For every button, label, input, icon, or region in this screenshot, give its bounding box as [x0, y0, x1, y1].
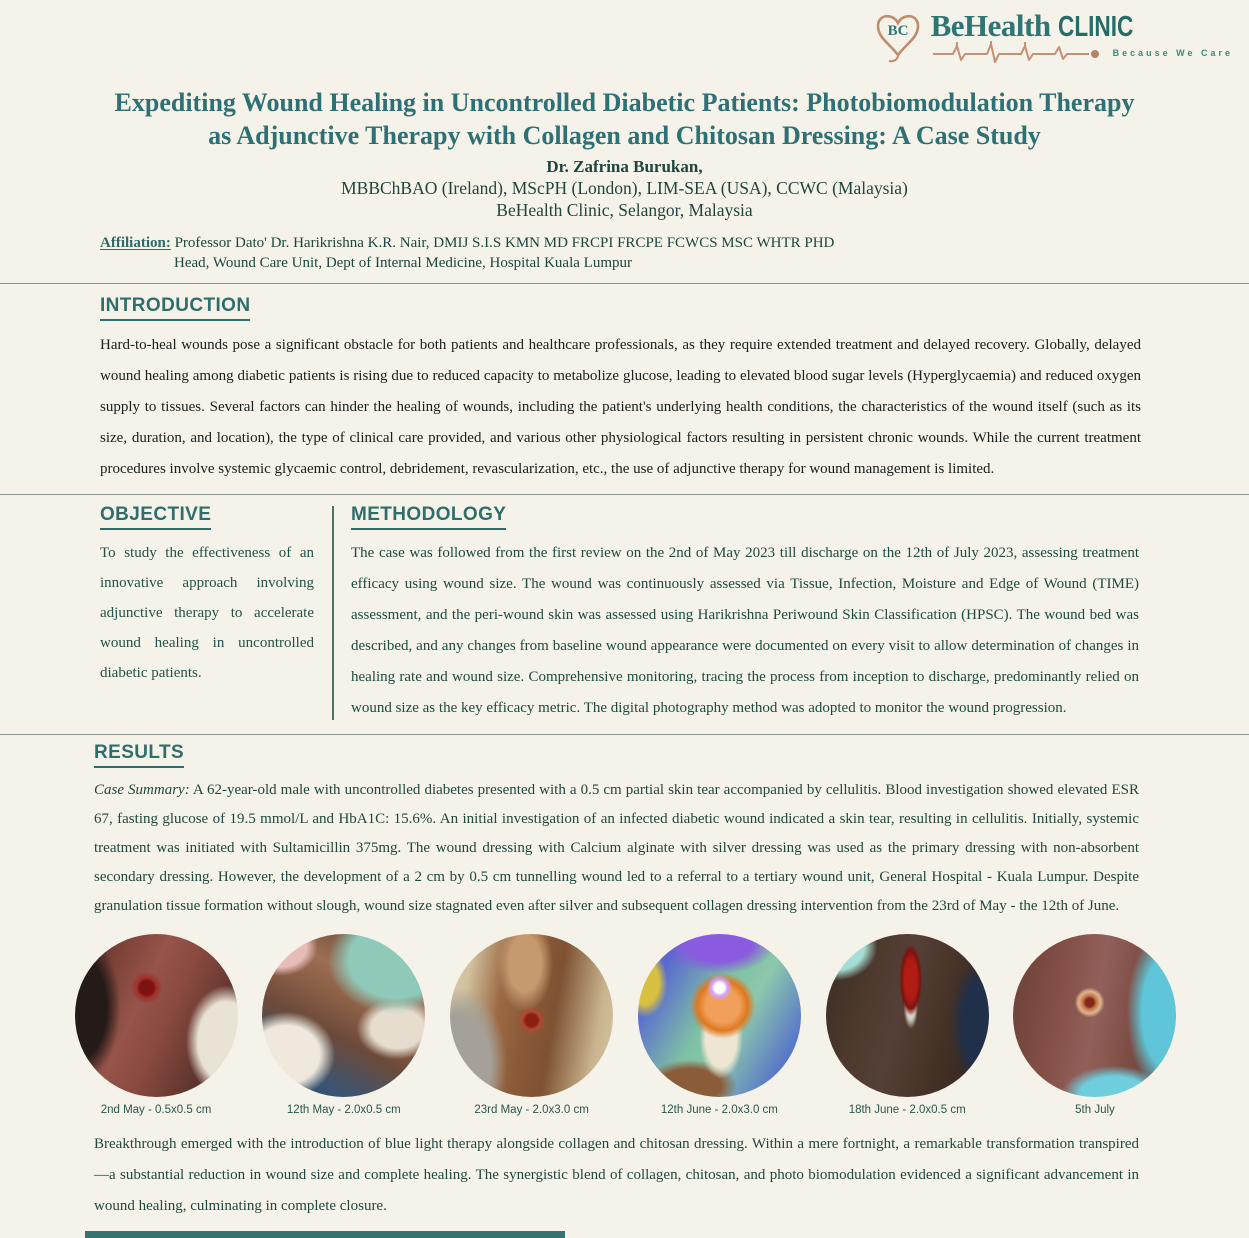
photo-caption: 18th June - 2.0x0.5 cm [848, 1104, 966, 1116]
photo-item [823, 934, 991, 1116]
methodology-body: The case was followed from the first review on the 2nd of May 2023 till discharge on the 12th of July 2023, assessing treatment efficacy using wound size. The wound was continuously assessed via Tissue, Infection, Moisture and Edge of Wound (TIME) assessment, and the peri-wound skin was assessed using Harikrishna Periwound Skin Classification (HPSC). The wound bed was described, and any changes from baseline wound appearance were documented on every visit to allow determination of changes in healing rate and wound size. Comprehensive monitoring, tracing the process from inception to discharge, predominantly relied on wound size as the key efficacy metric. The digital photography method was adopted to monitor the wound progression. [351, 545, 1139, 716]
wound-photo-23rd-may [450, 934, 613, 1097]
brand-suffix: CLINIC [1057, 11, 1134, 43]
case-summary-text: A 62-year-old male with uncontrolled diabetes presented with a 0.5 cm partial skin tear accompanied by cellulitis. Blood investigation showed elevated ESR 67, fasting glucose of 19.5 mmol/L and HbA1C: 15.6%. An initial investigation of an infected diabetic wound indicated a skin tear, resulting in cellulitis. Initially, systemic treatment was initiated with Sultamicillin 375mg. The wound dressing with Calcium alginate with silver dressing was used as the primary dressing with non-absorbent secondary dressing. However, the development of a 2 cm by 0.5 cm tunnelling wound led to a referral to a tertiary wound unit, General Hospital - Kuala Lumpur. Despite granulation tissue formation without slough, wound size stagnated even after silver and subsequent collagen dressing intervention from the 23rd of May - the 12th of June. [94, 782, 1139, 914]
title-line-2: as Adjunctive Therapy with Collagen and Chitosan Dressing: A Case Study [208, 121, 1041, 150]
photo-caption: 5th July [1075, 1104, 1115, 1116]
objective-methodology-row [0, 495, 1249, 724]
photo-item [72, 934, 240, 1116]
next-section-bar [85, 1231, 565, 1238]
affiliation-block [100, 234, 1249, 273]
case-summary-label: Case Summary: [94, 782, 190, 798]
affiliation-line-2: Head, Wound Care Unit, Dept of Internal Medicine, Hospital Kuala Lumpur [174, 254, 632, 271]
photo-item [1011, 934, 1179, 1116]
wound-photo-2nd-may [75, 934, 238, 1097]
affiliation-label: Affiliation: [100, 235, 171, 251]
section-results [0, 735, 1249, 921]
photo-item [260, 934, 428, 1116]
logo-monogram: BC [887, 23, 909, 39]
photo-item [448, 934, 616, 1116]
logo-tagline: Because We Care [1112, 48, 1233, 58]
heart-stethoscope-icon [871, 8, 925, 66]
author-credentials: MBBChBAO (Ireland), MScPH (London), LIM-SEA (USA), CCWC (Malaysia) [341, 178, 908, 198]
objective-heading: OBJECTIVE [100, 504, 314, 530]
wound-photo-18th-june [826, 934, 989, 1097]
wound-photo-timeline [0, 921, 1249, 1116]
clinic-logo [871, 8, 1233, 66]
objective-body: To study the effectiveness of an innovative approach involving adjunctive therapy to accelerate wound healing in uncontrolled diabetic patients. [100, 545, 314, 681]
photo-caption: 12th May - 2.0x0.5 cm [286, 1104, 401, 1116]
title-line-1: Expediting Wound Healing in Uncontrolled Diabetic Patients: Photobiomodulation Therapy [114, 88, 1135, 117]
section-introduction [0, 284, 1249, 485]
introduction-body: Hard-to-heal wounds pose a significant obstacle for both patients and healthcare professionals, as they require extended treatment and delayed recovery. Globally, delayed wound healing among diabetic patients is rising due to reduced capacity to metabolize glucose, leading to elevated blood sugar levels (Hyperglycaemia) and reduced oxygen supply to tissues. Several factors can hinder the healing of wounds, including the patient's underlying health conditions, the characteristics of the wound itself (such as its size, duration, and location), the type of clinical care provided, and various other physiological factors resulting in persistent chronic wounds. While the current treatment procedures involve systemic glycaemic control, debridement, revascularization, etc., the use of adjunctive therapy for wound management is limited. [100, 337, 1141, 477]
photo-caption: 2nd May - 0.5x0.5 cm [100, 1104, 212, 1116]
results-breakthrough: Breakthrough emerged with the introduction of blue light therapy alongside collagen and chitosan dressing. Within a mere fortnight, a remarkable transformation transpired—a substantial reduction in wound size and complete healing. The synergistic blend of collagen, chitosan, and photo biomodulation evidenced a significant advancement in wound healing, culminating in complete closure. [94, 1136, 1139, 1214]
author-name: Dr. Zafrina Burukan, [546, 157, 703, 176]
wound-photo-12th-june [638, 934, 801, 1097]
section-objective [100, 504, 314, 724]
column-divider [332, 506, 334, 720]
affiliation-text: Professor Dato' Dr. Harikrishna K.R. Nair, DMIJ S.I.S KMN MD FRCPI FRCPE FCWCS MSC WHTR PHD [174, 235, 835, 251]
brand-name: BeHealth [930, 8, 1051, 43]
affiliation-line-1 [100, 234, 1249, 254]
results-heading: RESULTS [94, 742, 1139, 768]
introduction-heading: INTRODUCTION [100, 295, 1141, 321]
results-case-summary [94, 776, 1139, 921]
photo-item [635, 934, 803, 1116]
photo-caption: 12th June - 2.0x3.0 cm [660, 1104, 778, 1116]
methodology-heading: METHODOLOGY [351, 504, 1139, 530]
wound-photo-12th-may [262, 934, 425, 1097]
photo-caption: 23rd May - 2.0x3.0 cm [474, 1104, 589, 1116]
section-methodology [351, 504, 1139, 724]
logo-text [931, 8, 1233, 66]
author-institution: BeHealth Clinic, Selangor, Malaysia [496, 200, 753, 220]
wound-photo-5th-july [1013, 934, 1176, 1097]
